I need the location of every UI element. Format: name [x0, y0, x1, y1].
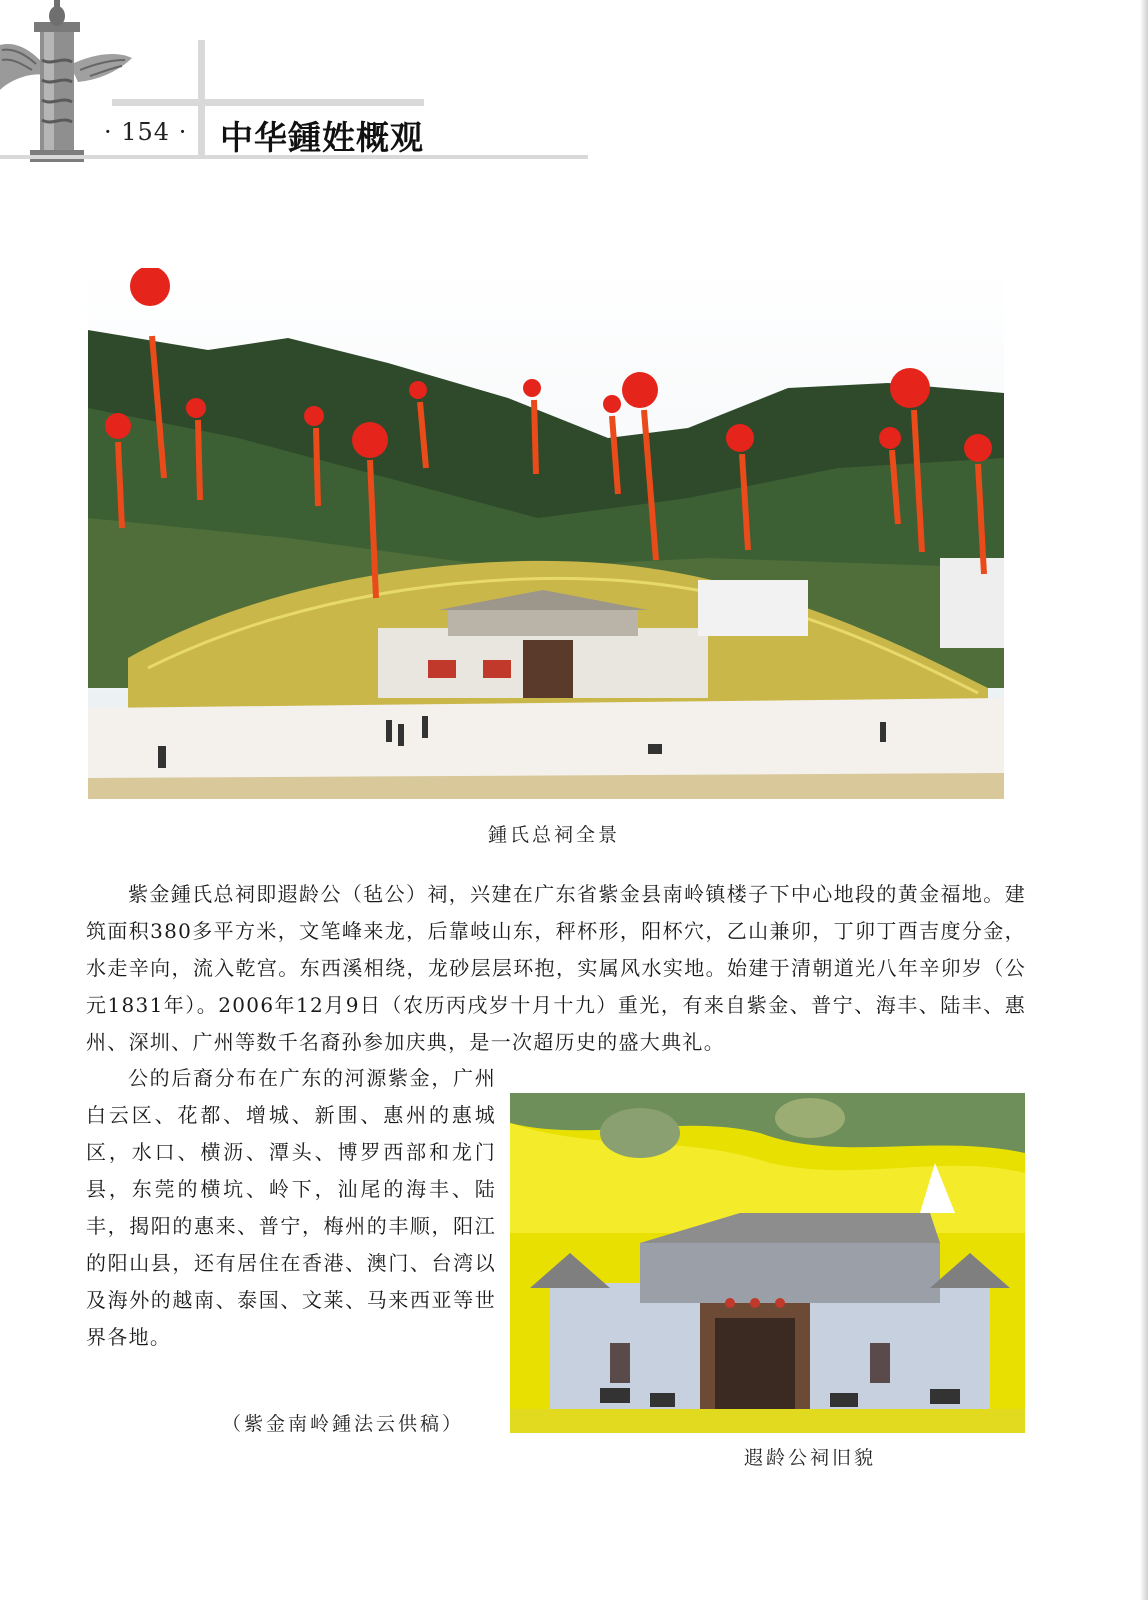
old-ancestral-hall-photo-icon: [510, 1093, 1025, 1433]
article-credit: （紫金南岭鍾法云供稿）: [222, 1413, 465, 1435]
main-photo: [88, 268, 1004, 799]
small-photo-caption: 遐龄公祠旧貌: [744, 1447, 877, 1469]
paragraph-2-text: 公的后裔分布在广东的河源紫金，广州白云区、花都、增城、新围、惠州的惠城区，水口、横沥、潭头、博罗西部和龙门县，东莞的横坑、岭下，汕尾的海丰、陆丰，揭阳的惠来、普宁，梅州的丰顺，阳江的阳山县，还有居住在香港、澳门、台湾以及海外的越南、泰国、文莱、马来西亚等世界各地。: [86, 1066, 496, 1349]
article-paragraph-2: [86, 1060, 496, 1356]
page-number: · 154 ·: [104, 118, 188, 146]
small-photo: [510, 1093, 1025, 1433]
running-title: 中华鍾姓概观: [220, 118, 424, 157]
article-paragraph-1: [86, 876, 1026, 1061]
ancestral-hall-panorama-photo-icon: [88, 268, 1004, 799]
header-rule-top: [112, 99, 424, 106]
paragraph-1-text: 紫金鍾氏总祠即遐龄公（毡公）祠，兴建在广东省紫金县南岭镇楼子下中心地段的黄金福地。建筑面积380多平方米，文笔峰来龙，后靠岐山东，秤杯形，阳杯穴，乙山兼卯，丁卯丁酉吉度分金，水走辛向，流入乾宫。东西溪相绕，龙砂层层环抱，实属风水实地。始建于清朝道光八年辛卯岁（公元1831年）。2006年12月9日（农历丙戌岁十月十九）重光，有来自紫金、普宁、海丰、陆丰、惠州、深圳、广州等数千名裔孙参加庆典，是一次超历史的盛大典礼。: [86, 882, 1026, 1054]
main-photo-caption: 鍾氏总祠全景: [488, 824, 621, 846]
header-rule-vertical: [198, 40, 205, 159]
page-edge-shadow: [1140, 0, 1148, 1600]
